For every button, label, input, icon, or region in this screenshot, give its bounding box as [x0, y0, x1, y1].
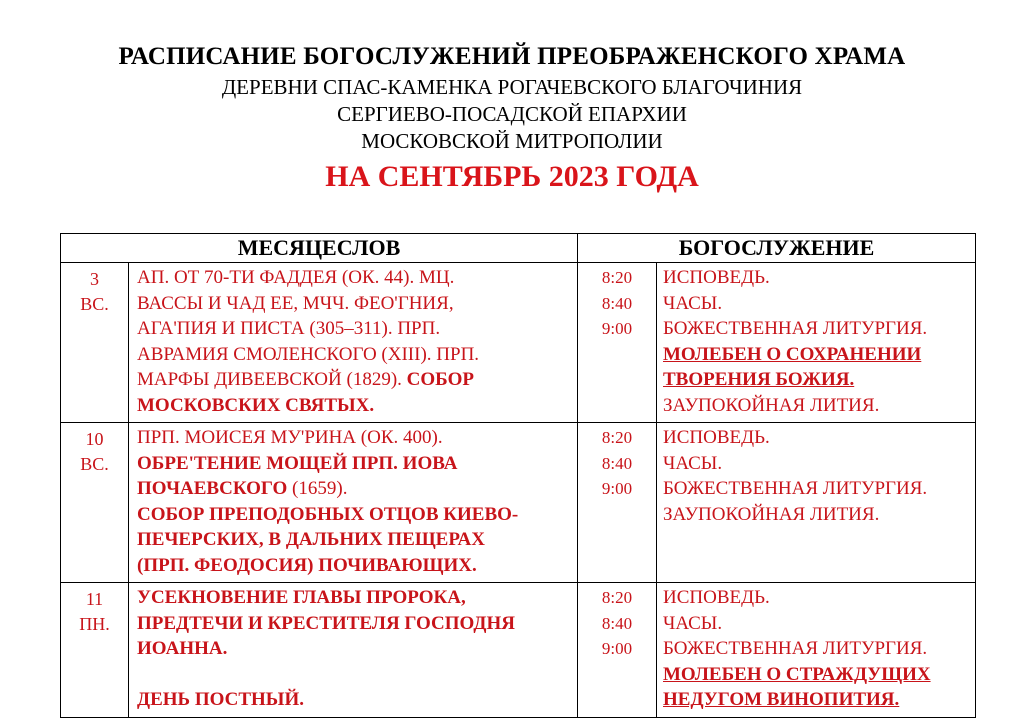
column-header-calendar: МЕСЯЦЕСЛОВ — [61, 234, 578, 263]
times-cell — [578, 423, 657, 583]
saints-line: ВАССЫ И ЧАД ЕЕ, МЧЧ. ФЕО'ГНИЯ, — [137, 292, 454, 314]
service-item: ИСПОВЕДЬ. — [663, 427, 770, 448]
service-item: ИСПОВЕДЬ. — [663, 587, 770, 608]
service-time: 8:40 — [601, 613, 633, 633]
saints-cell — [129, 583, 578, 718]
feast-highlight: ПРЕДТЕЧИ И КРЕСТИТЕЛЯ ГОСПОДНЯ — [137, 612, 515, 634]
feast-highlight: ПОЧАЕВСКОГО — [137, 478, 288, 499]
services-cell — [657, 583, 976, 718]
subtitle-village: ДЕРЕВНИ СПАС-КАМЕНКА РОГАЧЕВСКОГО БЛАГОЧИНИЯ — [221, 75, 803, 99]
feast-highlight: УСЕКНОВЕНИЕ ГЛАВЫ ПРОРОКА, — [137, 587, 466, 608]
saints-line-part: (1659). — [287, 478, 348, 499]
feast-highlight: ПЕЧЕРСКИХ, В ДАЛЬНИХ ПЕЩЕРАХ — [137, 529, 485, 550]
times-cell — [578, 263, 657, 423]
table-header-row — [61, 234, 976, 263]
subtitle-eparchy: СЕРГИЕВО-ПОСАДСКОЙ ЕПАРХИИ — [337, 102, 687, 126]
service-item: БОЖЕСТВЕННАЯ ЛИТУРГИЯ. — [663, 478, 928, 499]
moleben-highlight: МОЛЕБЕН О СТРАЖДУЩИХ — [663, 663, 931, 685]
saints-line: АГА'ПИЯ И ПИСТА (305–311). ПРП. — [137, 318, 441, 339]
service-item: ЧАСЫ. — [663, 452, 723, 474]
service-time: 9:00 — [601, 479, 633, 498]
saints-line — [137, 367, 573, 393]
service-time: 8:20 — [601, 428, 633, 447]
weekday: ПН. — [79, 614, 110, 634]
weekday: ВС. — [80, 454, 109, 474]
service-time: 8:20 — [601, 588, 633, 607]
service-item: ЧАСЫ. — [663, 612, 723, 634]
schedule-table — [60, 233, 976, 718]
services-cell — [657, 263, 976, 423]
blank-line — [137, 662, 573, 687]
service-item: ЗАУПОКОЙНАЯ ЛИТИЯ. — [663, 394, 880, 416]
service-time: 9:00 — [601, 639, 633, 658]
saints-line: ПРП. МОИСЕЯ МУ'РИНА (ОК. 400). — [137, 427, 443, 448]
document-title: РАСПИСАНИЕ БОГОСЛУЖЕНИЙ ПРЕОБРАЖЕНСКОГО ХРАМА — [118, 43, 906, 70]
feast-highlight: МОСКОВСКИХ СВЯТЫХ. — [137, 394, 375, 416]
feast-highlight: ИОАННА. — [137, 638, 228, 659]
date-number: 10 — [85, 429, 104, 449]
table-row — [61, 423, 976, 583]
schedule-month: НА СЕНТЯБРЬ 2023 ГОДА — [325, 160, 699, 193]
feast-highlight: (ПРП. ФЕОДОСИЯ) ПОЧИВАЮЩИХ. — [137, 554, 477, 576]
services-cell — [657, 423, 976, 583]
saints-cell — [129, 423, 578, 583]
saints-line: АП. ОТ 70-ТИ ФАДДЕЯ (ОК. 44). МЦ. — [137, 267, 455, 288]
saints-line: АВРАМИЯ СМОЛЕНСКОГО (XIII). ПРП. — [137, 343, 480, 365]
service-item: ЗАУПОКОЙНАЯ ЛИТИЯ. — [663, 503, 880, 525]
service-item: БОЖЕСТВЕННАЯ ЛИТУРГИЯ. — [663, 318, 928, 339]
service-time: 8:40 — [601, 453, 633, 473]
table-row — [61, 583, 976, 718]
service-time: 8:40 — [601, 293, 633, 313]
saints-line — [137, 476, 573, 502]
day-cell — [61, 263, 129, 423]
table-row — [61, 263, 976, 423]
column-header-service: БОГОСЛУЖЕНИЕ — [578, 234, 976, 263]
moleben-highlight: МОЛЕБЕН О СОХРАНЕНИИ — [663, 343, 922, 365]
subtitle-metropolis: МОСКОВСКОЙ МИТРОПОЛИИ — [361, 129, 663, 153]
feast-highlight: СОБОР — [406, 369, 474, 390]
saints-line-part: МАРФЫ ДИВЕЕВСКОЙ (1829). — [137, 369, 407, 390]
document-header — [0, 40, 1024, 197]
date-number: 11 — [85, 589, 104, 609]
saints-cell — [129, 263, 578, 423]
weekday: ВС. — [80, 294, 109, 314]
moleben-highlight: ТВОРЕНИЯ БОЖИЯ. — [663, 369, 855, 390]
service-time: 8:20 — [601, 268, 633, 287]
moleben-highlight: НЕДУГОМ ВИНОПИТИЯ. — [663, 689, 900, 710]
day-cell — [61, 583, 129, 718]
service-item: ИСПОВЕДЬ. — [663, 267, 770, 288]
service-item: ЧАСЫ. — [663, 292, 723, 314]
date-number: 3 — [90, 269, 99, 289]
service-item: БОЖЕСТВЕННАЯ ЛИТУРГИЯ. — [663, 638, 928, 659]
feast-highlight: СОБОР ПРЕПОДОБНЫХ ОТЦОВ КИЕВО- — [137, 503, 519, 525]
day-cell — [61, 423, 129, 583]
feast-highlight: ОБРЕ'ТЕНИЕ МОЩЕЙ ПРП. ИОВА — [137, 452, 458, 474]
times-cell — [578, 583, 657, 718]
service-time: 9:00 — [601, 319, 633, 338]
fast-day-note: ДЕНЬ ПОСТНЫЙ. — [137, 688, 304, 710]
